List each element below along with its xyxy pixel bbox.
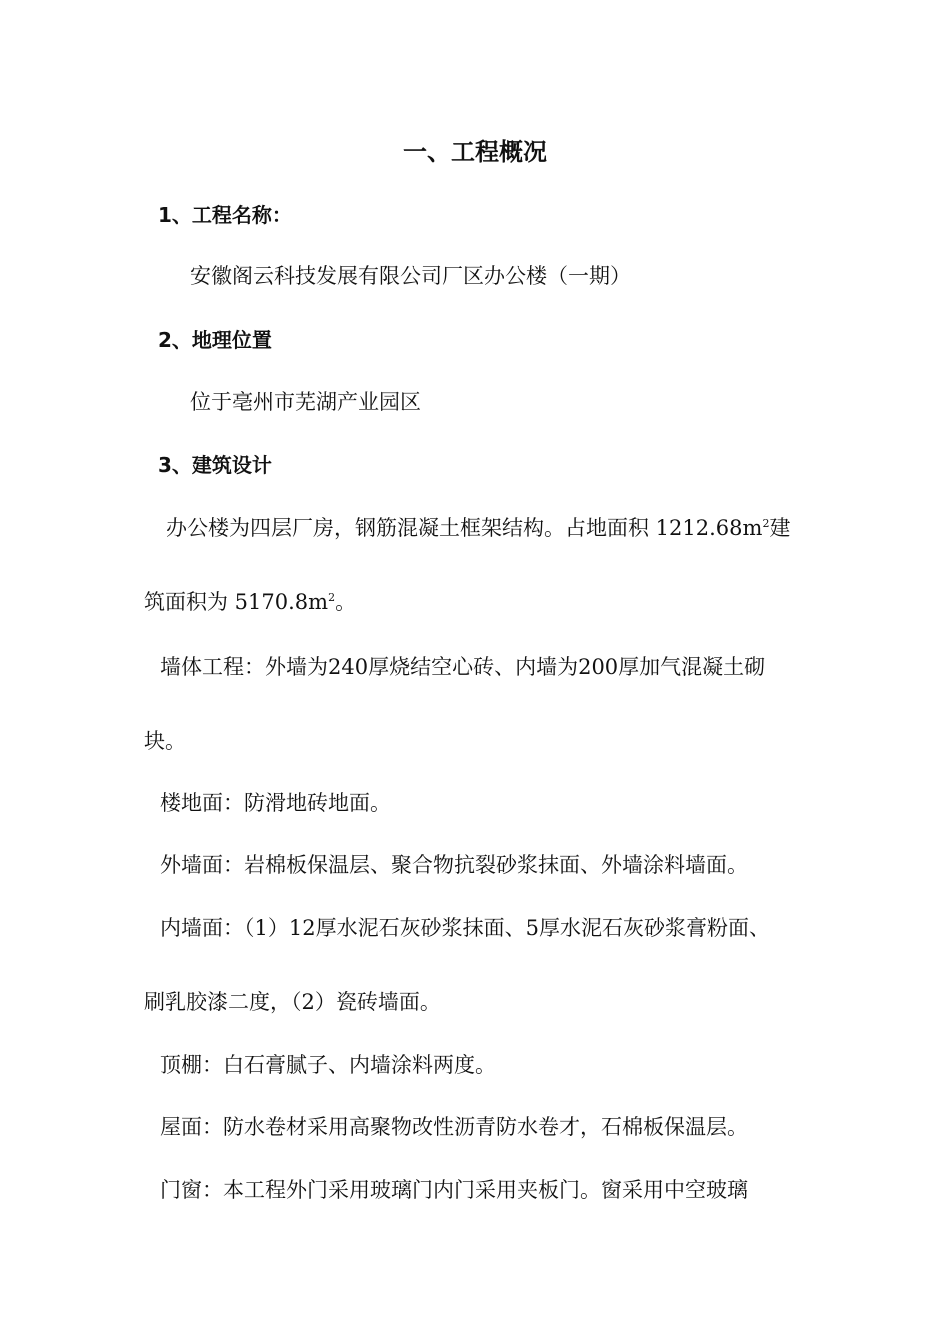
page-title: 一、工程概况 [403,138,547,166]
wall-works-line-2: 块。 [144,729,186,753]
building-description-line-2 [144,587,356,617]
interior-wall-line-2: 刷乳胶漆二度，（2）瓷砖墙面。 [144,990,441,1014]
building-description-text-a: 办公楼为四层厂房，钢筋混凝土框架结构。占地面积 1212.68m [166,516,763,540]
building-area-end: 。 [335,590,357,614]
exterior-wall-text: 外墙面：岩棉板保温层、聚合物抗裂砂浆抹面、外墙涂料墙面。 [160,853,748,877]
superscript-2: 2 [762,517,770,530]
project-name-text: 安徽阁云科技发展有限公司厂区办公楼（一期） [190,264,631,288]
building-description-text-b: 建 [769,516,791,540]
interior-wall-line-1: 内墙面：（1）12厚水泥石灰砂浆抹面、5厚水泥石灰砂浆膏粉面、 [160,916,770,940]
roof-text: 屋面：防水卷材采用高聚物改性沥青防水卷才，石棉板保温层。 [160,1115,748,1139]
section-heading-architecture: 3、建筑设计 [158,453,272,477]
section-heading-location: 2、地理位置 [158,328,272,352]
ceiling-text: 顶棚：白石膏腻子、内墙涂料两度。 [160,1053,496,1077]
superscript-2: 2 [328,591,336,604]
floor-text: 楼地面：防滑地砖地面。 [160,791,391,815]
building-area-text: 筑面积为 5170.8m [144,590,329,614]
wall-works-line-1: 墙体工程：外墙为240厚烧结空心砖、内墙为200厚加气混凝土砌 [160,655,766,679]
location-text: 位于亳州市芜湖产业园区 [190,390,421,414]
building-description-line-1 [166,513,790,543]
doors-windows-text: 门窗：本工程外门采用玻璃门内门采用夹板门。窗采用中空玻璃 [160,1178,748,1202]
section-heading-project-name: 1、工程名称： [158,203,292,227]
